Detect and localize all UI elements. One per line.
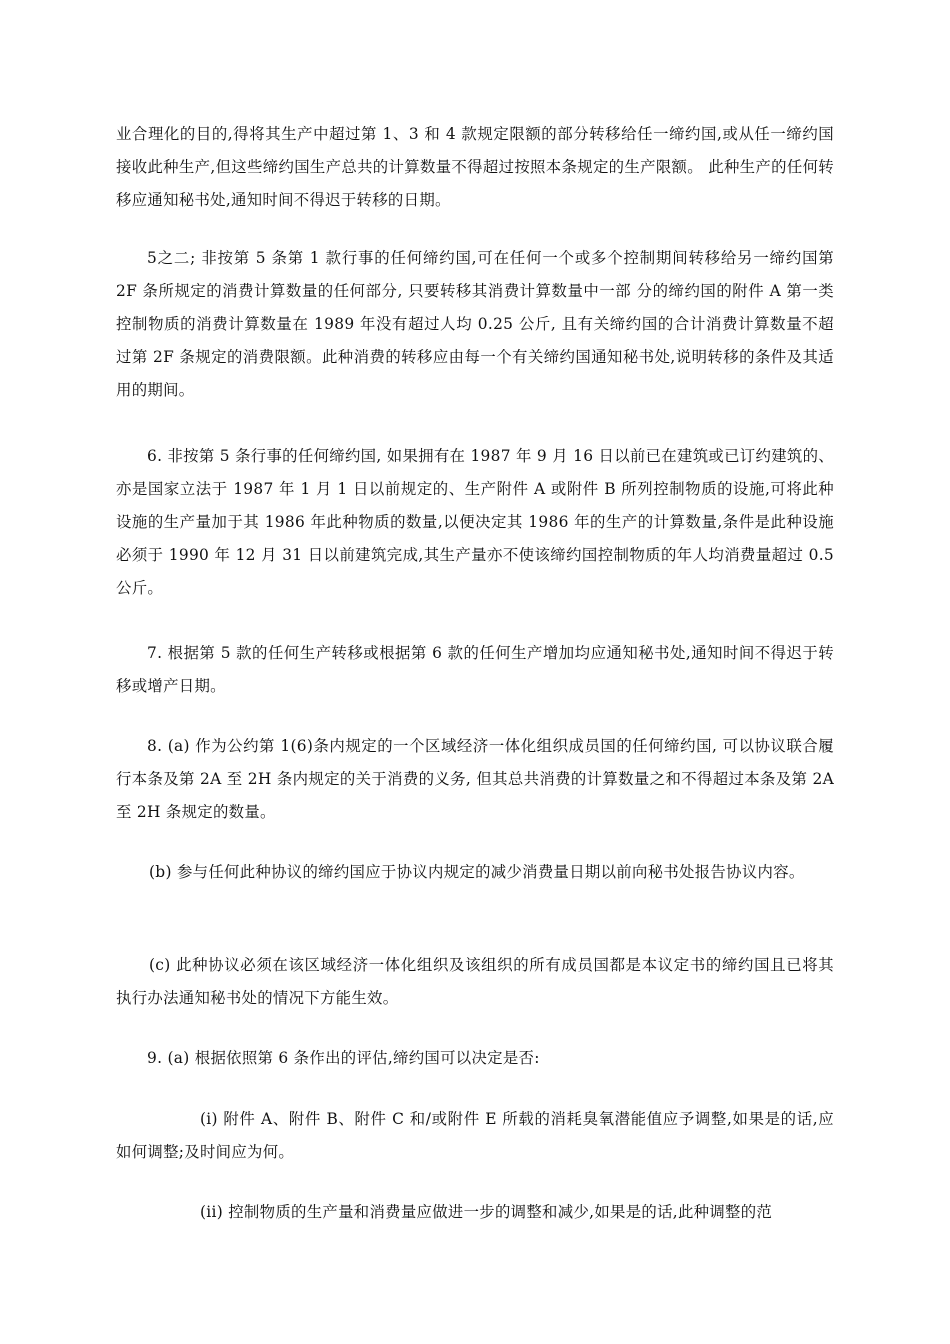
paragraph-8b: (b) 参与任何此种协议的缔约国应于协议内规定的减少消费量日期以前向秘书处报告协议内容。 xyxy=(149,863,805,881)
paragraph-9a-i: (i) 附件 A、附件 B、附件 C 和/或附件 E 所载的消耗臭氧潜能值应予调整,如果是的话,应如何调整;及时间应为何。 xyxy=(116,1110,834,1161)
paragraph-8c: (c) 此种协议必须在该区域经济一体化组织及该组织的所有成员国都是本议定书的缔约国且已将其执行办法通知秘书处的情况下方能生效。 xyxy=(116,956,834,1007)
paragraph-8a: 8. (a) 作为公约第 1(6)条内规定的一个区域经济一体化组织成员国的任何缔约国, 可以协议联合履行本条及第 2A 至 2H 条内规定的关于消费的义务, 但其总共消费的计算数量之和不得超过本条及第 2A 至 2H 条规定的数量。 xyxy=(116,737,834,821)
paragraph-5-bis: 5之二; 非按第 5 条第 1 款行事的任何缔约国,可在任何一个或多个控制期间转移给另一缔约国第 2F 条所规定的消费计算数量的任何部分, 只要转移其消费计算数量中一部 分的缔约国的附件 A 第一类控制物质的消费计算数量在 1989 年没有超过人均 0.25 公斤, 且有关缔约国的合计消费计算数量不超过第 2F 条规定的消费限额。此种消费的转移应由每一个有关缔约国通知秘书处,说明转移的条件及其适用的期间。 xyxy=(116,249,834,399)
paragraph-9a-ii: (ii) 控制物质的生产量和消费量应做进一步的调整和减少,如果是的话,此种调整的范 xyxy=(200,1203,773,1221)
paragraph-7: 7. 根据第 5 款的任何生产转移或根据第 6 款的任何生产增加均应通知秘书处,通知时间不得迟于转移或增产日期。 xyxy=(116,644,834,695)
paragraph-9a: 9. (a) 根据依照第 6 条作出的评估,缔约国可以决定是否: xyxy=(147,1049,540,1067)
paragraph-6: 6. 非按第 5 条行事的任何缔约国, 如果拥有在 1987 年 9 月 16 日以前已在建筑或已订约建筑的、亦是国家立法于 1987 年 1 月 1 日以前规定的、生产附件 A 或附件 B 所列控制物质的设施,可将此种设施的生产量加于其 1986 年此种物质的数量,以便决定其 1986 年的生产的计算数量,条件是此种设施必须于 1990 年 12 月 31 日以前建筑完成,其生产量亦不使该缔约国控制物质的年人均消费量超过 0.5 公斤。 xyxy=(116,447,834,597)
paragraph-transfer-production: 业合理化的目的,得将其生产中超过第 1、3 和 4 款规定限额的部分转移给任一缔约国,或从任一缔约国接收此种生产,但这些缔约国生产总共的计算数量不得超过按照本条规定的生产限额。 此种生产的任何转移应通知秘书处,通知时间不得迟于转移的日期。 xyxy=(116,125,834,209)
